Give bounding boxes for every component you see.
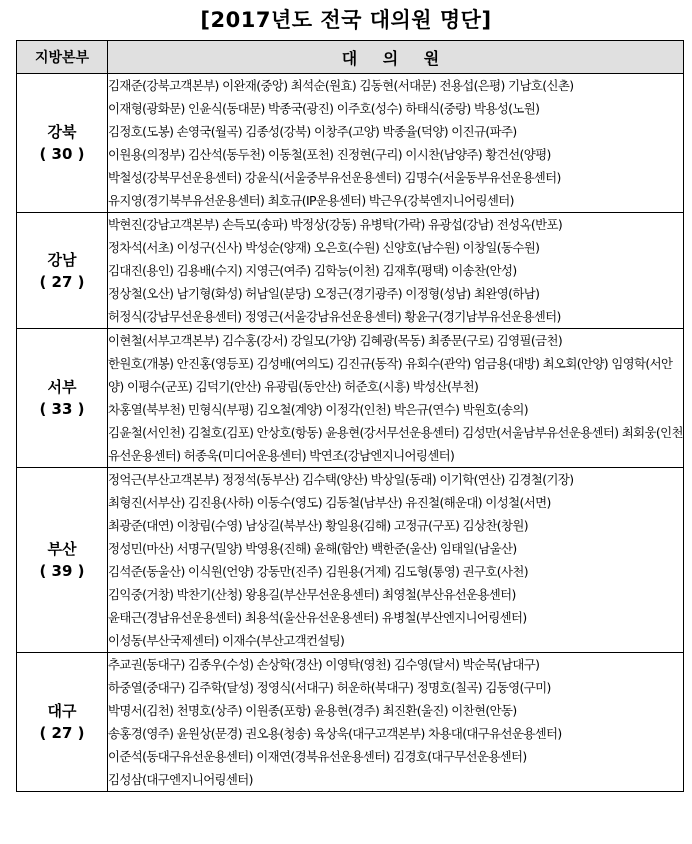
member-line: 김대진(용인) 김용배(수지) 지영근(여주) 김학능(이천) 김재후(평택) 이송찬(안성) [108, 263, 517, 278]
header-region: 지방본부 [17, 41, 108, 74]
member-line: 최광준(대연) 이창림(수영) 남상길(북부산) 황일용(김해) 고정규(구포) 김상찬(창원) [108, 518, 528, 533]
region-row-seobu [17, 329, 684, 468]
region-name: 강북 [47, 123, 77, 141]
member-line: 윤태근(경남유선운용센터) 최용석(울산유선운용센터) 유병철(부산엔지니어링센터) [108, 610, 527, 625]
region-name: 강남 [47, 250, 77, 269]
members-cell [108, 74, 684, 213]
members-cell [108, 329, 684, 468]
region-row-gangbuk [17, 74, 684, 213]
member-line: 박현진(강남고객본부) 손득모(송파) 박정상(강동) 유병탁(가락) 유광섭(강남) 전성옥(반포) [108, 217, 563, 232]
region-name: 부산 [47, 540, 77, 558]
member-line: 차홍열(북부천) 민형식(부평) 김오철(계양) 이정각(인천) 박은규(연수) 박원호(송의) [108, 402, 528, 417]
region-cell [17, 468, 108, 653]
region-cell [17, 74, 108, 213]
member-line: 하중열(중대구) 김주학(달성) 정영식(서대구) 허운하(북대구) 정명호(칠곡) 김동영(구미) [108, 680, 551, 695]
member-line: 박명서(김천) 천명호(상주) 이원종(포항) 윤용현(경주) 최진환(울진) 이찬현(안동) [108, 703, 517, 718]
member-line: 김익중(거창) 박찬기(산청) 왕용길(부산무선운용센터) 최영철(부산유선운용센터) [108, 587, 516, 602]
member-line: 송홍경(영주) 윤원상(문경) 권오용(청송) 육상욱(대구고객본부) 차용대(대구유선운용센터) [108, 726, 562, 741]
member-line: 김정호(도봉) 손영국(월곡) 김종성(강북) 이창주(고양) 박종율(덕양) 이진규(파주) [108, 124, 517, 139]
header-row [17, 41, 684, 74]
member-line: 이준석(동대구유선운용센터) 이재연(경북유선운용센터) 김경호(대구무선운용센터) [108, 749, 527, 764]
member-line: 허정식(강남무선운용센터) 정영근(서울강남유선운용센터) 황윤구(경기남부유선운용센터) [108, 309, 561, 324]
region-cell [17, 653, 108, 792]
member-line: 이현철(서부고객본부) 김수홍(강서) 강일모(가양) 김혜광(목동) 최종문(구로) 김영필(금천) [108, 333, 563, 348]
region-count: ( 27 ) [39, 272, 85, 291]
member-line: 이재형(광화문) 인윤식(동대문) 박종국(광진) 이주호(성수) 하태식(중랑) 박용성(노원) [108, 101, 540, 116]
region-count: ( 39 ) [39, 562, 85, 580]
region-count: ( 33 ) [39, 400, 85, 418]
region-row-daegu [17, 653, 684, 792]
region-cell [17, 329, 108, 468]
header-members: 대 의 원 [108, 41, 684, 74]
member-line: 유지영(경기북부유선운용센터) 최호규(IP운용센터) 박근우(강북엔지니어링센터) [108, 193, 514, 208]
region-name: 서부 [47, 378, 77, 396]
member-line: 김재준(강북고객본부) 이완재(중앙) 최석순(원효) 김동현(서대문) 전용섭(은평) 기남호(신촌) [108, 78, 574, 93]
members-cell [108, 653, 684, 792]
member-line: 이원용(의정부) 김산석(동두천) 이동철(포천) 진정현(구리) 이시찬(남양주) 황건선(양평) [108, 147, 551, 162]
member-line: 정억근(부산고객본부) 정정석(동부산) 김수택(양산) 박상일(동래) 이기학(연산) 김경철(기장) [108, 472, 574, 487]
member-line: 김석준(동울산) 이식원(언양) 강동만(진주) 김원용(거제) 김도형(통영) 권구호(사천) [108, 564, 528, 579]
region-count: ( 27 ) [39, 724, 85, 742]
region-row-gangnam [17, 213, 684, 329]
member-line: 한원호(개봉) 안진홍(영등포) 김성배(여의도) 김진규(동작) 유회수(관악) 엄금용(대방) 최오회(안양) 임영학(서안양) 이평수(군포) 김덕기(안산) 유광림(동안산) 허준호(시흥) 박성산(부천) [108, 356, 673, 394]
region-name: 대구 [47, 702, 77, 720]
member-line: 최형진(서부산) 김진용(사하) 이동수(영도) 김동철(남부산) 유진철(해운대) 이성철(서면) [108, 495, 551, 510]
member-line: 정차석(서초) 이성구(신사) 박성순(양재) 오은호(수원) 신양호(남수원) 이창일(동수원) [108, 240, 540, 255]
member-line: 박철성(강북무선운용센터) 강윤식(서울중부유선운용센터) 김명수(서울동부유선운용센터) [108, 170, 561, 185]
region-count: ( 30 ) [39, 145, 85, 163]
member-line: 정상철(오산) 남기형(화성) 허남일(분당) 오정근(경기광주) 이정형(성남) 최완영(하남) [108, 286, 540, 301]
member-line: 김성삼(대구엔지니어링센터) [108, 772, 253, 787]
member-line: 김윤철(서인천) 김철호(김포) 안상호(항동) 윤용현(강서무선운용센터) 김성만(서울남부유선운용센터) 최회웅(인천유선운용센터) 허종욱(미디어운용센터) 박연조(강남엔지니어링센터) [108, 425, 683, 463]
members-cell [108, 213, 684, 329]
members-cell [108, 468, 684, 653]
member-line: 정성민(마산) 서명구(밀양) 박영용(진해) 윤해(함안) 백한준(울산) 임태일(남울산) [108, 541, 517, 556]
delegate-table [16, 40, 684, 792]
member-line: 추교권(동대구) 김종우(수성) 손상학(경산) 이영탁(영천) 김수영(달서) 박순묵(남대구) [108, 657, 540, 672]
region-row-busan [17, 468, 684, 653]
member-line: 이성동(부산국제센터) 이재수(부산고객컨설팅) [108, 633, 345, 648]
page-title: [2017년도 전국 대의원 명단] [200, 8, 492, 32]
region-cell [17, 213, 108, 329]
